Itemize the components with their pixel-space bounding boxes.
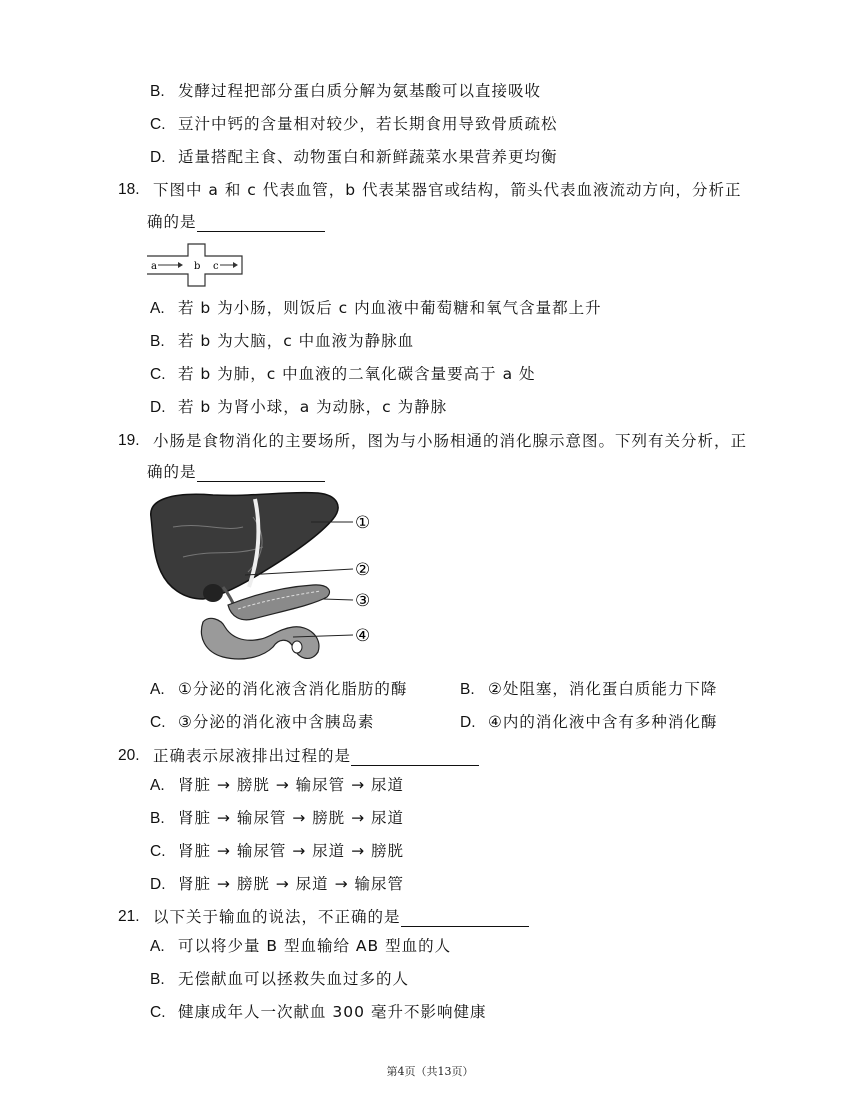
label-2: ②: [355, 560, 371, 580]
answer-blank[interactable]: [401, 908, 529, 927]
vessel-c-label: c: [213, 261, 219, 272]
blood-vessel-diagram: [145, 242, 245, 288]
answer-blank[interactable]: [351, 747, 479, 766]
q18-number: 18.: [118, 181, 140, 198]
answer-blank[interactable]: [197, 213, 325, 232]
q20-stem: 正确表示尿液排出过程的是: [153, 746, 479, 766]
page-footer: 第4页（共13页）: [386, 1065, 474, 1078]
q18-option-c: C. 若 b 为肺，c 中血液的二氧化碳含量要高于 a 处: [150, 365, 536, 383]
q19-option-a: A. ①分泌的消化液含消化脂肪的酶: [150, 680, 408, 698]
q19-option-b: B. ②处阻塞，消化蛋白质能力下降: [460, 680, 718, 698]
structure-b-label: b: [194, 261, 201, 272]
q20-number: 20.: [118, 747, 140, 764]
arrow-c-head: [233, 262, 238, 268]
q19-option-c: C. ③分泌的消化液中含胰岛素: [150, 713, 375, 731]
q20-option-a: A. 肾脏 → 膀胱 → 输尿管 → 尿道: [150, 776, 405, 794]
q19-stem: 小肠是食物消化的主要场所，图为与小肠相通的消化腺示意图。下列有关分析，正: [153, 432, 748, 450]
q17-option-d: D. 适量搭配主食、动物蛋白和新鲜蔬菜水果营养更均衡: [150, 148, 558, 166]
liver-shape: [151, 493, 338, 599]
q18-option-a: A. 若 b 为小肠，则饭后 c 内血液中葡萄糖和氧气含量都上升: [150, 299, 602, 317]
q21-option-a: A. 可以将少量 B 型血输给 AB 型血的人: [150, 937, 452, 955]
digestive-gland-diagram: [143, 487, 388, 670]
q18-stem-line2: 确的是: [147, 212, 325, 232]
q20-option-c: C. 肾脏 → 输尿管 → 尿道 → 膀胱: [150, 842, 405, 860]
q21-option-c: C. 健康成年人一次献血 300 毫升不影响健康: [150, 1003, 487, 1021]
q21-option-b: B. 无偿献血可以拯救失血过多的人: [150, 970, 410, 988]
q17-option-c: C. 豆汁中钙的含量相对较少，若长期食用导致骨质疏松: [150, 115, 558, 133]
label-3: ③: [355, 591, 371, 611]
gallbladder-shape: [203, 584, 223, 602]
arrow-a-head: [178, 262, 183, 268]
q19-option-d: D. ④内的消化液中含有多种消化酶: [460, 713, 718, 731]
q19-stem-line2: 确的是: [147, 462, 325, 482]
q17-option-b: B. 发酵过程把部分蛋白质分解为氨基酸可以直接吸收: [150, 82, 542, 100]
q20-option-d: D. 肾脏 → 膀胱 → 尿道 → 输尿管: [150, 875, 405, 893]
q20-option-b: B. 肾脏 → 输尿管 → 膀胱 → 尿道: [150, 809, 405, 827]
label-4: ④: [355, 626, 371, 646]
pancreas-shape: [228, 585, 329, 620]
label-1: ①: [355, 513, 371, 533]
q21-number: 21.: [118, 908, 140, 925]
duodenum-shape: [201, 618, 319, 659]
answer-blank[interactable]: [197, 463, 325, 482]
q21-stem: 以下关于输血的说法，不正确的是: [153, 907, 529, 927]
q18-stem: 下图中 a 和 c 代表血管，b 代表某器官或结构，箭头代表血液流动方向，分析正: [153, 181, 742, 199]
vessel-a-label: a: [151, 261, 157, 272]
q18-option-d: D. 若 b 为肾小球，a 为动脉，c 为静脉: [150, 398, 448, 416]
q19-number: 19.: [118, 432, 140, 449]
q18-option-b: B. 若 b 为大脑，c 中血液为静脉血: [150, 332, 415, 350]
